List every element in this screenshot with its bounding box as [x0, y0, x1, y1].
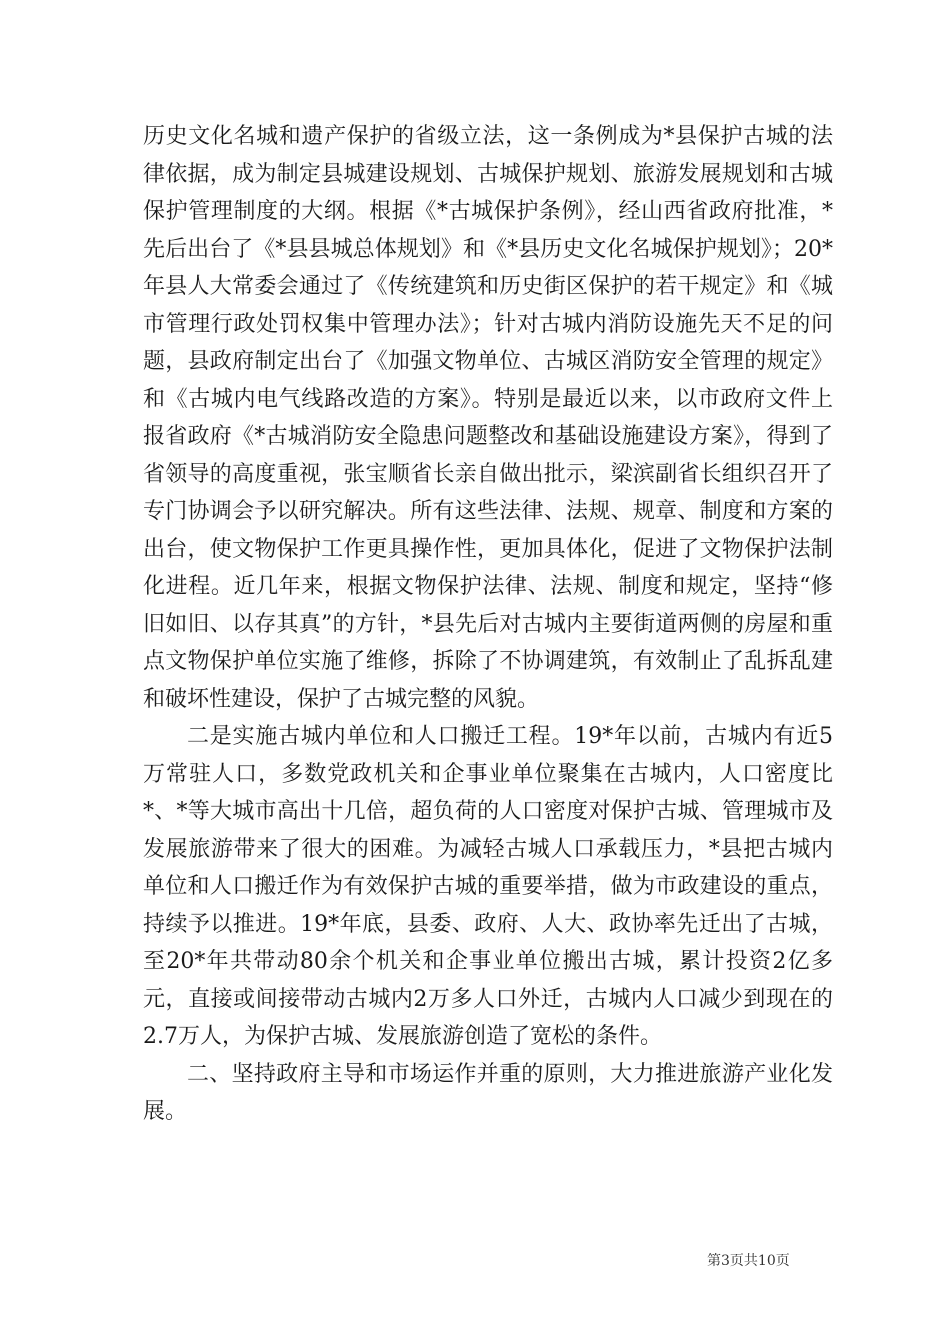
page-number: 第3页共10页 — [707, 1253, 790, 1269]
paragraph-legislation: 历史文化名城和遗产保护的省级立法，这一条例成为*县保护古城的法律依据，成为制定县城建设规划、古城保护规划、旅游发展规划和古城保护管理制度的大纲。根据《*古城保护条例》，经山西省政府批准，*先后出台了《*县县城总体规划》和《*县历史文化名城保护规划》；20*年县人大常委会通过了《传统建筑和历史街区保护的若干规定》和《城市管理行政处罚权集中管理办法》；针对古城内消防设施先天不足的问题，县政府制定出台了《加强文物单位、古城区消防安全管理的规定》和《古城内电气线路改造的方案》。特别是最近以来，以市政府文件上报省政府《*古城消防安全隐患问题整改和基础设施建设方案》，得到了省领导的高度重视，张宝顺省长亲自做出批示，梁滨副省长组织召开了专门协调会予以研究解决。所有这些法律、法规、规章、制度和方案的出台，使文物保护工作更具操作性，更加具体化，促进了文物保护法制化进程。近几年来，根据文物保护法律、法规、制度和规定，坚持“修旧如旧、以存其真”的方针，*县先后对古城内主要街道两侧的房屋和重点文物保护单位实施了维修，拆除了不协调建筑，有效制止了乱拆乱建和破坏性建设，保护了古城完整的风貌。 — [143, 124, 833, 712]
paragraph-relocation: 二是实施古城内单位和人口搬迁工程。19*年以前，古城内有近5万常驻人口，多数党政机关和企事业单位聚集在古城内，人口密度比*、*等大城市高出十几倍，超负荷的人口密度对保护古城、管理城市及发展旅游带来了很大的困难。为减轻古城人口承载压力，*县把古城内单位和人口搬迁作为有效保护古城的重要举措，做为市政建设的重点，持续予以推进。19*年底，县委、政府、人大、政协率先迁出了古城，至20*年共带动80余个机关和企事业单位搬出古城，累计投资2亿多元，直接或间接带动古城内2万多人口外迁，古城内人口减少到现在的2.7万人，为保护古城、发展旅游创造了宽松的条件。 — [143, 724, 833, 1049]
paragraph-section-heading: 二、坚持政府主导和市场运作并重的原则，大力推进旅游产业化发展。 — [143, 1061, 833, 1124]
document-body — [143, 118, 833, 1131]
